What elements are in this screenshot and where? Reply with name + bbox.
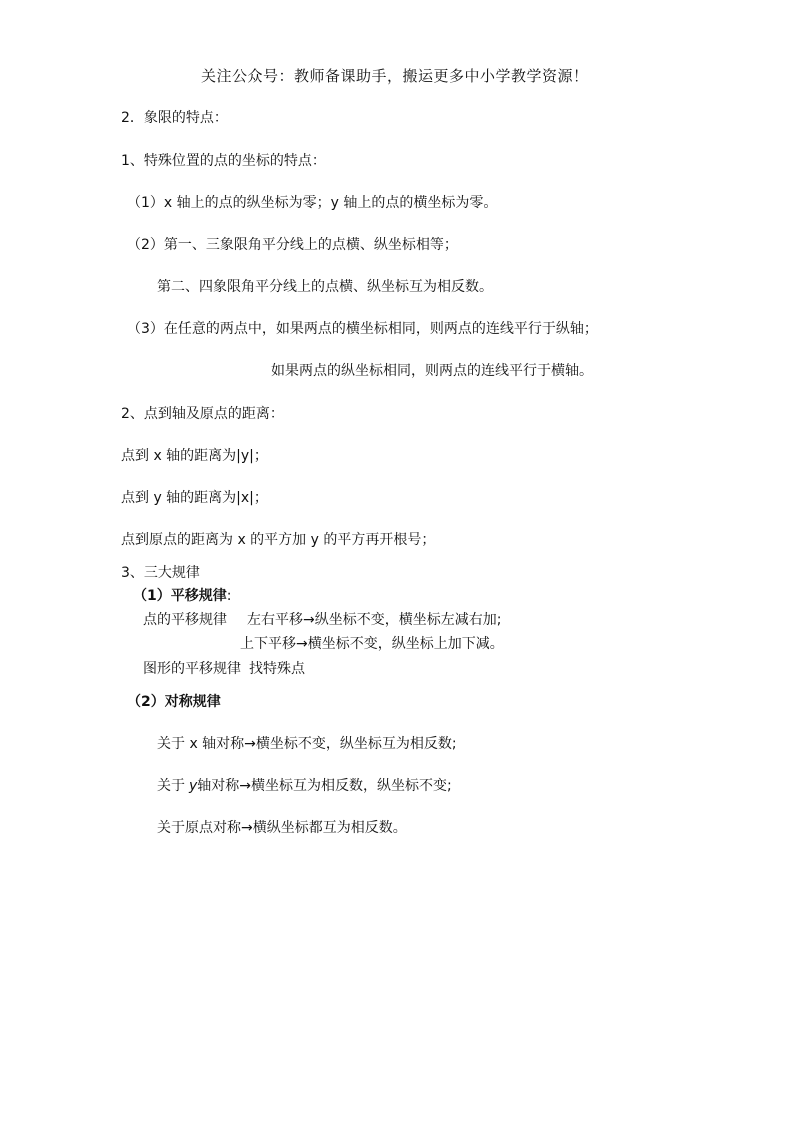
symmetry-about-y-prefix: 关于 — [157, 778, 185, 794]
section-distance-heading: 2、点到轴及原点的距离： — [121, 406, 284, 422]
special-item-3b: 如果两点的纵坐标相同，则两点的连线平行于横轴。 — [271, 363, 593, 379]
section-quadrant-heading: 2．象限的特点： — [121, 110, 228, 126]
shape-translation-rule: 找特殊点 — [249, 661, 305, 677]
special-item-2b: 第二、四象限角平分线上的点横、纵坐标互为相反数。 — [157, 279, 493, 295]
symmetry-rule-title: （2）对称规律 — [127, 694, 221, 710]
distance-to-y-axis: 点到 y 轴的距离为|x|； — [121, 490, 268, 506]
distance-to-x-axis: 点到 x 轴的距离为|y|； — [121, 448, 268, 464]
point-translation-label: 点的平移规律 — [143, 612, 227, 628]
special-item-3a: （3）在任意的两点中，如果两点的横坐标相同，则两点的连线平行于纵轴； — [127, 321, 598, 337]
translation-rule-colon: : — [226, 588, 232, 604]
shape-translation-label: 图形的平移规律 — [143, 661, 241, 677]
distance-to-origin: 点到原点的距离为 x 的平方加 y 的平方再开根号； — [121, 532, 436, 548]
point-translation-rule-2: 上下平移→横坐标不变，纵坐标上加下减。 — [240, 636, 504, 652]
translation-rule-heading — [133, 587, 231, 605]
special-item-2a: （2）第一、三象限角平分线上的点横、纵坐标相等； — [127, 237, 458, 253]
symmetry-about-origin: 关于原点对称→横纵坐标都互为相反数。 — [157, 820, 407, 836]
page-header: 关注公众号：教师备课助手，搬运更多中小学教学资源！ — [201, 67, 589, 85]
section-special-points-heading: 1、特殊位置的点的坐标的特点： — [121, 153, 326, 169]
point-translation-rule-1: 左右平移→纵坐标不变，横坐标左减右加; — [247, 612, 502, 628]
symmetry-about-y-var: y — [189, 778, 198, 794]
translation-rule-title: （1）平移规律 — [133, 588, 227, 604]
symmetry-about-y — [157, 777, 452, 795]
special-item-1: （1）x 轴上的点的纵坐标为零；y 轴上的点的横坐标为零。 — [127, 195, 498, 211]
section-rules-heading: 3、三大规律 — [121, 565, 200, 581]
symmetry-about-y-rest: 轴对称→横坐标互为相反数，纵坐标不变; — [197, 778, 452, 794]
symmetry-about-x: 关于 x 轴对称→横坐标不变，纵坐标互为相反数; — [157, 736, 457, 752]
